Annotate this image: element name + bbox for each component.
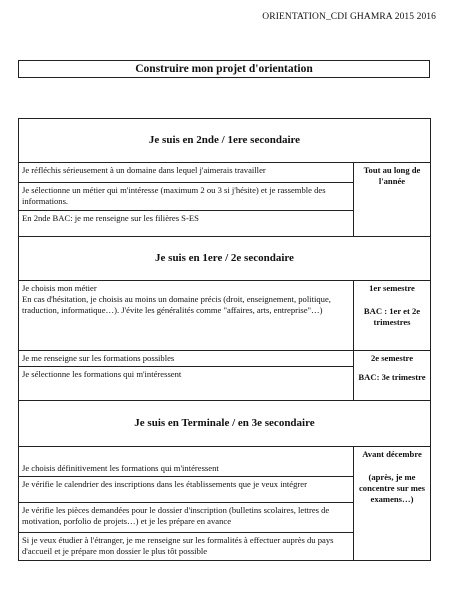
page-title: Construire mon projet d'orientation (18, 60, 430, 78)
timing-line: Avant décembre (362, 449, 422, 459)
row-line: Je choisis mon métier (22, 283, 97, 293)
table-row: Je vérifie le calendrier des inscriptions dans les établissements que je veux intégrer (19, 477, 354, 503)
timing-line: BAC: 3e trimestre (358, 372, 426, 382)
timing-cell (354, 351, 431, 401)
table-row (19, 281, 354, 351)
timing-line: (après, je me concentre sur mes examens…) (358, 472, 426, 504)
table-row: Si je veux étudier à l'étranger, je me renseigne sur les formalités à effectuer auprès du pays d'accueil et je prépare mon dossier le plus tôt possible (19, 533, 354, 561)
section-heading-terminale: Je suis en Terminale / en 3e secondaire (19, 401, 431, 447)
table-row: Je me renseigne sur les formations possibles (19, 351, 354, 367)
timing-line: 1er semestre (369, 283, 415, 293)
table-row: Je réfléchis sérieusement à un domaine dans lequel j'aimerais travailler (19, 163, 354, 183)
document-header-label: ORIENTATION_CDI GHAMRA 2015 2016 (262, 12, 436, 22)
table-row: En 2nde BAC: je me renseigne sur les filières S-ES (19, 211, 354, 237)
timing-cell (354, 281, 431, 351)
timing-line: 2e semestre (370, 353, 414, 363)
orientation-table (18, 118, 431, 561)
section-heading-1ere: Je suis en 1ere / 2e secondaire (19, 237, 431, 281)
table-row: Je choisis définitivement les formations qui m'intéressent (19, 447, 354, 477)
row-line: En cas d'hésitation, je choisis au moins un domaine précis (droit, enseignement, politique, traduction, informatique…). J'évite les généralités comme "affaires, arts, entreprise"…) (22, 294, 331, 315)
section-heading-2nde: Je suis en 2nde / 1ere secondaire (19, 119, 431, 163)
timing-line: BAC : 1er et 2e trimestres (363, 306, 421, 327)
timing-cell (354, 447, 431, 561)
table-row: Je sélectionne un métier qui m'intéresse (maximum 2 ou 3 si j'hésite) et je rassemble des informations. (19, 183, 354, 211)
timing-cell: Tout au long de l'année (354, 163, 431, 237)
table-row: Je sélectionne les formations qui m'intéressent (19, 367, 354, 401)
table-row: Je vérifie les pièces demandées pour le dossier d'inscription (bulletins scolaires, lettres de motivation, porfolio de projets…) et je les prépare en avance (19, 503, 354, 533)
